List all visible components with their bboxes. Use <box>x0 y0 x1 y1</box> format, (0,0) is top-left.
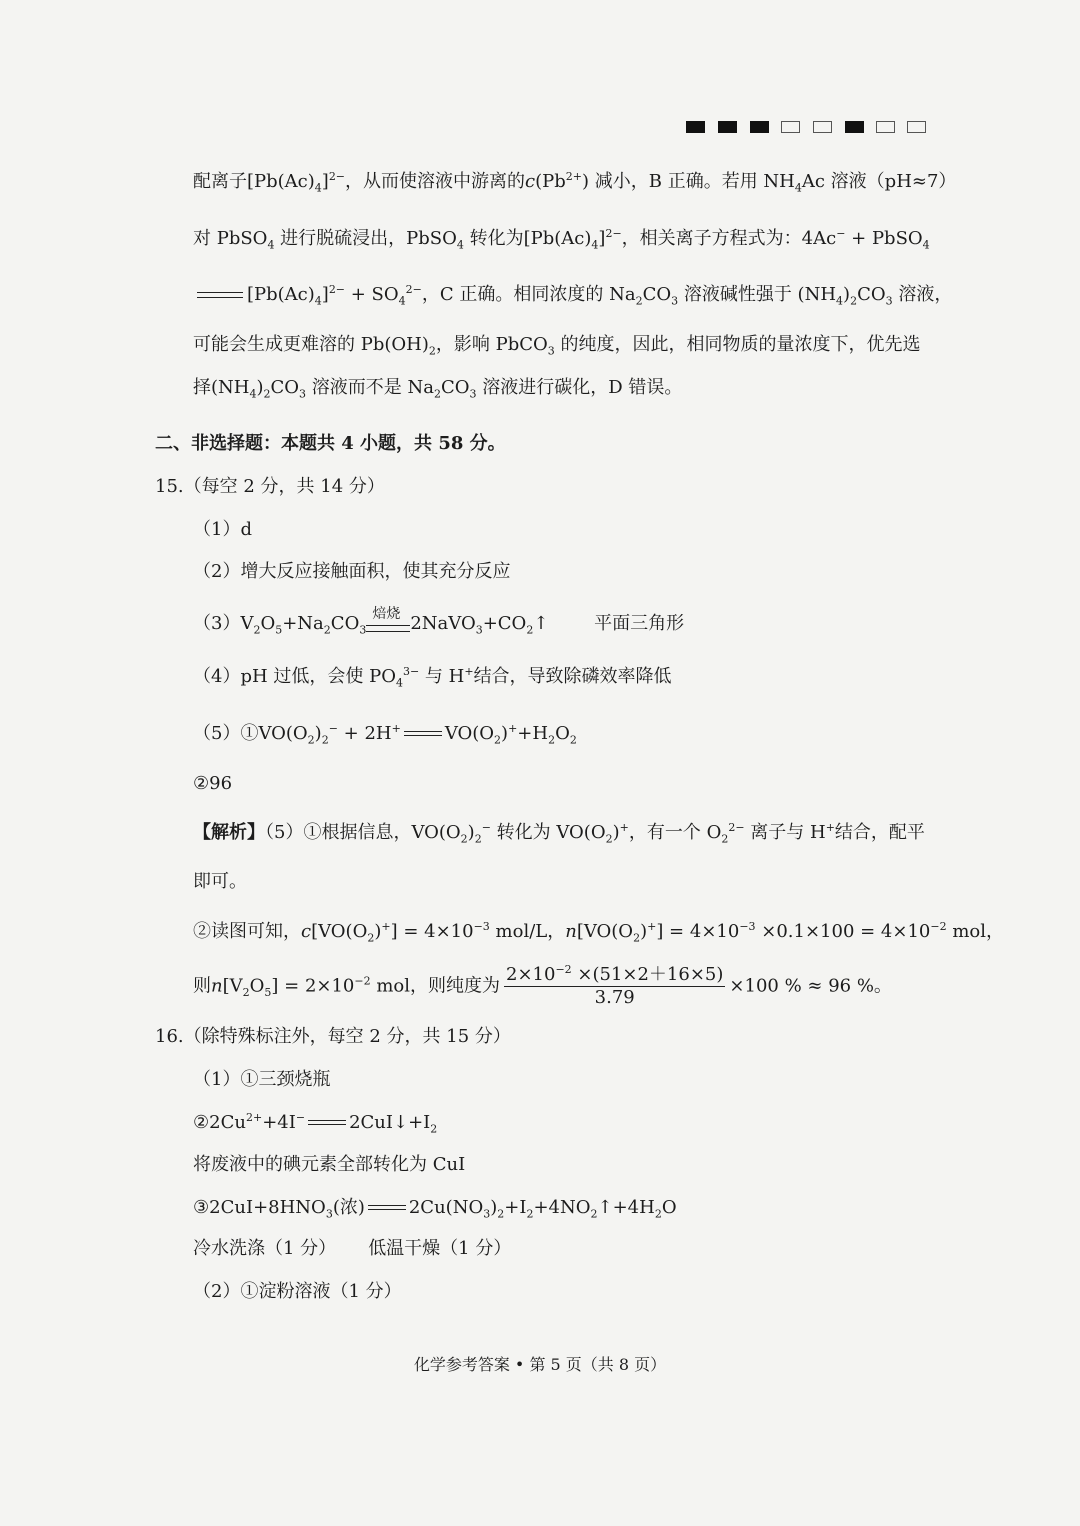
q14-line-3: $[Pb(Ac)_4]^{2-} + SO_4^{2-}$，C 正确。相同浓度的 $Na_2CO_3$ 溶液碱性强于 $(NH_4)_2CO_3$ 溶液， <box>193 283 952 307</box>
equals-arrow-icon <box>404 730 442 738</box>
q14-line-1: 配离子$[Pb(Ac)_4]^{2-}$，从而使溶液中游离的$c(Pb^{2+})$ 减小，B 正确。若用 $NH_4Ac$ 溶液（pH≈7） <box>193 170 957 195</box>
q15-analysis-4: 则$n[V_2O_5] = 2\times 10^{-2}$ mol，则纯度为 $\frac{2\times 10^{-2} \times(51\times 2+16\times 5)}{3.79}$ ×100 % ≈ 96 %。 <box>193 963 892 1008</box>
header-mark-2 <box>718 121 737 133</box>
header-mark-8 <box>907 121 926 133</box>
q15-answer-4: （4）pH 过低，会使 $PO_4^{3-}$ 与 H+结合，导致除磷效率降低 <box>193 665 672 690</box>
q16-answer-6: （2）①淀粉溶液（1 分） <box>193 1281 402 1302</box>
q15-answer-2: （2）增大反应接触面积，使其充分反应 <box>193 561 511 582</box>
q15-answer-5-2: ②96 <box>193 773 233 794</box>
q15-answer-1: （1）d <box>193 519 252 540</box>
q16-answer-1: （1）①三颈烧瓶 <box>193 1069 331 1090</box>
q14-line-2: 对 PbSO$_4$ 进行脱硫浸出，PbSO$_4$ 转化为$[Pb(Ac)_4]^{2-}$，相关离子方程式为：4Ac− + PbSO$_4$ <box>193 227 930 252</box>
section-title: 二、非选择题：本题共 4 小题，共 58 分。 <box>155 433 506 454</box>
equals-arrow-icon <box>308 1119 346 1127</box>
header-mark-4 <box>781 121 800 133</box>
q15-analysis-1: 【解析】（5）①根据信息，$VO(O_2)_2^-$ 转化为 $VO(O_2)^+$，有一个 $O_2^{2-}$ 离子与 H+结合，配平 <box>193 821 925 846</box>
q15-shape-answer: 平面三角形 <box>594 613 685 634</box>
q15-analysis-2: 即可。 <box>193 871 247 892</box>
q16-answer-2: $②2Cu^{2+}+4I^-$ $2CuI↓+I_2$ <box>193 1111 438 1136</box>
header-mark-5 <box>813 121 832 133</box>
q15-answer-5: $(5)①VO(O_2)_2^- + 2H^+$ $VO(O_2)^++H_2O_2$ <box>193 722 577 747</box>
q16-answer-4: $③2CuI+8HNO_3$(浓) $2Cu(NO_3)_2+I_2+4NO_2↑+4H_2O$ <box>193 1197 677 1221</box>
reaction-condition-arrow: 焙烧 <box>366 612 410 636</box>
header-mark-7 <box>876 121 895 133</box>
equals-arrow-icon <box>368 1204 406 1212</box>
q14-line-4: 可能会生成更难溶的 $Pb(OH)_2$，影响 PbCO$_3$ 的纯度，因此，相同物质的量浓度下，优先选 <box>193 334 921 358</box>
header-mark-6 <box>845 121 864 133</box>
q16-answer-5: 冷水洗涤（1 分） 低温干燥（1 分） <box>193 1238 512 1259</box>
q16-answer-3: 将废液中的碘元素全部转化为 CuI <box>193 1154 466 1175</box>
header-mark-3 <box>750 121 769 133</box>
analysis-label: 【解析】 <box>193 822 265 843</box>
page-footer: 化学参考答案 • 第 5 页（共 8 页） <box>413 1355 667 1374</box>
q14-line-5: 择$(NH_4)_2CO_3$ 溶液而不是 $Na_2CO_3$ 溶液进行碳化，D 错误。 <box>193 377 683 401</box>
header-mark-1 <box>686 121 705 133</box>
q16-heading: 16.（除特殊标注外，每空 2 分，共 15 分） <box>155 1026 511 1047</box>
q15-heading: 15.（每空 2 分，共 14 分） <box>155 476 385 497</box>
q15-answer-3: $(3)V_2O_5+Na_2CO_3$ 焙烧 $2NaVO_3+CO_2↑$ 平面三角形 <box>193 606 685 637</box>
purity-fraction: $\frac{2\times 10^{-2} \times(51\times 2+16\times 5)}{3.79}$ <box>506 963 724 1008</box>
equilibrium-arrow-icon <box>197 289 243 301</box>
q15-analysis-3: ②读图可知，$c[VO(O_2)^+] = 4\times 10^{-3}$ mol/L，$n[VO(O_2)^+] = 4\times 10^{-3} \times 0.1\times 100 = 4\times 10^{-2}$ mol， <box>193 920 1004 945</box>
